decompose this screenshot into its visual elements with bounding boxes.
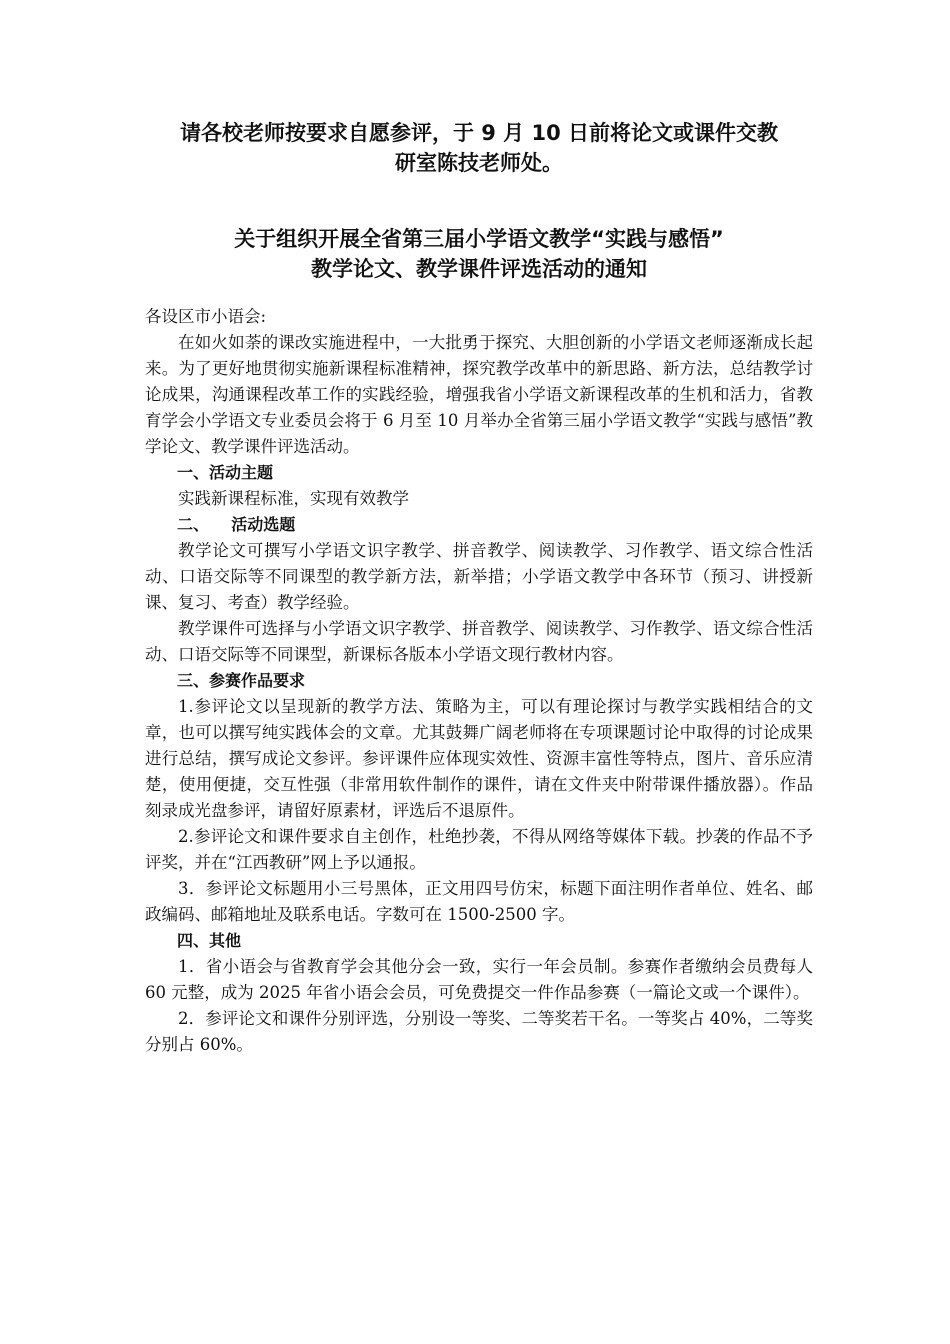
- title-line-2: 教学论文、教学课件评选活动的通知: [311, 257, 647, 281]
- section-3-item-1: 1.参评论文以呈现新的教学方法、策略为主，可以有理论探讨与教学实践相结合的文章，也可以撰写纯实践体会的文章。尤其鼓舞广阔老师将在专项课题讨论中取得的讨论成果进行总结，撰写成论文参评。参评课件应体现实效性、资源丰富性等特点，图片、音乐应清楚，使用便捷，交互性强（非常用软件制作的课件，请在文件夹中附带课件播放器）。作品刻录成光盘参评，请留好原素材，评选后不退原件。: [145, 697, 813, 820]
- section-3-item-3: 3．参评论文标题用小三号黑体，正文用四号仿宋，标题下面注明作者单位、姓名、邮政编码、邮箱地址及联系电话。字数可在 1500-2500 字。: [145, 879, 813, 924]
- section-2-paragraph-2: 教学课件可选择与小学语文识字教学、拼音教学、阅读教学、习作教学、语文综合性活动、口语交际等不同课型，新课标各版本小学语文现行教材内容。: [145, 619, 813, 664]
- title-line-1: 关于组织开展全省第三届小学语文教学“实践与感悟”: [234, 227, 724, 251]
- section-2-heading: 二、 活动选题: [177, 515, 296, 534]
- top-note-line-2: 研室陈技老师处。: [395, 151, 563, 175]
- section-2-paragraph-1: 教学论文可撰写小学语文识字教学、拼音教学、阅读教学、习作教学、语文综合性活动、口语交际等不同课型的教学新方法，新举措；小学语文教学中各环节（预习、讲授新课、复习、考查）教学经验。: [145, 541, 813, 612]
- top-note: [145, 118, 813, 178]
- section-4-item-1: 1．省小语会与省教育学会其他分会一致，实行一年会员制。参赛作者缴纳会员费每人 60 元整，成为 2025 年省小语会会员，可免费提交一件作品参赛（一篇论文或一个课件）。: [145, 957, 813, 1002]
- section-4-item-2: 2．参评论文和课件分别评选，分别设一等奖、二等奖若干名。一等奖占 40%，二等奖分别占 60%。: [145, 1009, 813, 1054]
- salutation: 各设区市小语会:: [145, 307, 267, 326]
- section-3-heading: 三、参赛作品要求: [177, 671, 306, 690]
- top-note-line-1: 请各校老师按要求自愿参评，于 9 月 10 日前将论文或课件交教: [179, 121, 779, 145]
- section-1-heading: 一、活动主题: [177, 463, 274, 482]
- document-body: [145, 304, 813, 1058]
- document-title: [145, 224, 813, 284]
- section-1-content: 实践新课程标准，实现有效教学: [178, 489, 409, 508]
- section-4-heading: 四、其他: [177, 931, 242, 950]
- document-page: [145, 118, 813, 1058]
- section-3-item-2: 2.参评论文和课件要求自主创作，杜绝抄袭，不得从网络等媒体下载。抄袭的作品不予评奖，并在“江西教研”网上予以通报。: [145, 827, 813, 872]
- intro-paragraph: 在如火如荼的课改实施进程中，一大批勇于探究、大胆创新的小学语文老师逐渐成长起来。为了更好地贯彻实施新课程标准精神，探究教学改革中的新思路、新方法，总结教学讨论成果，沟通课程改革工作的实践经验，增强我省小学语文新课程改革的生机和活力，省教育学会小学语文专业委员会将于 6 月至 10 月举办全省第三届小学语文教学“实践与感悟”教学论文、教学课件评选活动。: [145, 333, 813, 456]
